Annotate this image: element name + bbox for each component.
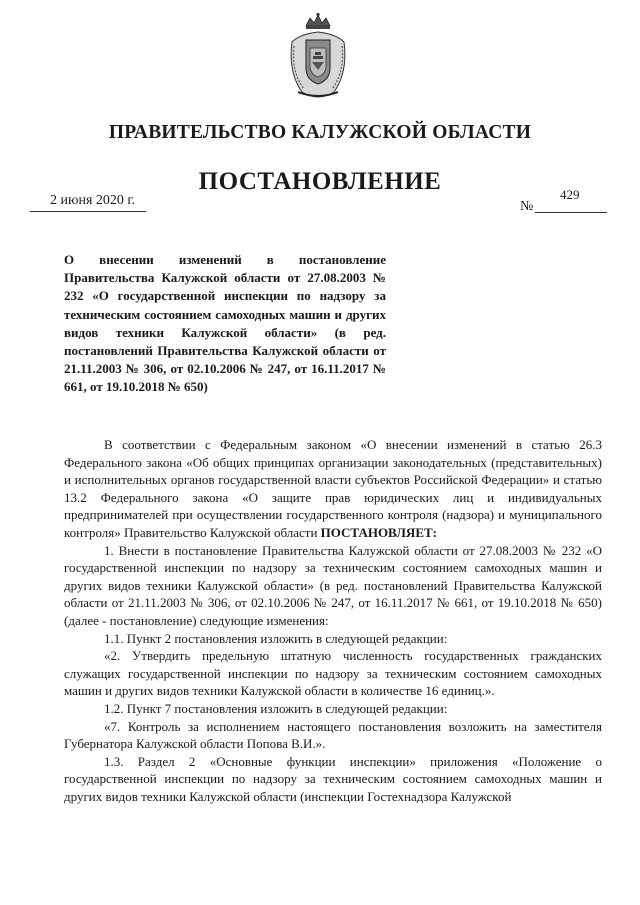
paragraph-1: 1. Внести в постановление Правительства Калужской области от 27.08.2003 № 232 «О государственной инспекции по надзору за техническим состоянием самоходных машин и других видов техники Калужской области» (в ред. постановлений Правительства Калужской области от 21.11.2003 № 306, от 02.10.2006 № 247, от 16.11.2017 № 661, от 19.10.2018 № 650) (далее - постановление) следующие изменения:: [64, 542, 602, 628]
paragraph-1-2: 1.2. Пункт 7 постановления изложить в следующей редакции:: [104, 700, 448, 716]
coat-of-arms-icon: [282, 12, 354, 102]
document-date: 2 июня 2020 г.: [50, 193, 136, 208]
document-type-title: ПОСТАНОВЛЕНИЕ: [198, 168, 442, 195]
resolves-keyword: ПОСТАНОВЛЯЕТ:: [320, 524, 437, 540]
intro-text: В соответствии с Федеральным законом «О внесении изменений в статью 26.3 Федерального закона «Об общих принципах организации законодательных (представительных) и исполнительных органов государственной власти субъектов Российской Федерации» и статью 13.2 Федерального закона «О защите прав юридических лиц и индивидуальных предпринимателей при осуществлении государственного контроля (надзора) и муниципального контроля» Правительство Калужской области: [64, 437, 602, 540]
paragraph-1-2-quote: «7. Контроль за исполнением настоящего постановления возложить на заместителя Губернатора Калужской области Попова В.И.».: [64, 718, 602, 752]
document-number: 429: [560, 187, 580, 202]
date-underline: [30, 211, 146, 212]
intro-paragraph: [64, 436, 602, 542]
government-title: ПРАВИТЕЛЬСТВО КАЛУЖСКОЙ ОБЛАСТИ: [108, 122, 532, 143]
paragraph-1-3: 1.3. Раздел 2 «Основные функции инспекции» приложения «Положение о государственной инспекции по надзору за техническим состоянием самоходных машин и других видов техники Калужской области (инспекции Гостехнадзора Калужской: [64, 753, 602, 804]
document-body: [64, 436, 602, 805]
paragraph-1-1: 1.1. Пункт 2 постановления изложить в следующей редакции:: [104, 630, 448, 646]
number-underline: [535, 212, 607, 213]
paragraph-1-1-quote: «2. Утвердить предельную штатную численность государственных гражданских служащих государственной инспекции по надзору за техническим состоянием самоходных машин и других видов техники Калужской области в количестве 16 единиц.».: [64, 648, 602, 699]
number-label: №: [520, 199, 534, 214]
document-subject: О внесении изменений в постановление Правительства Калужской области от 27.08.2003 № 232 «О государственной инспекции по надзору за техническим состоянием самоходных машин и других видов техники Калужской области» (в ред. постановлений Правительства Калужской области от 21.11.2003 № 306, от 02.10.2006 № 247, от 16.11.2017 № 661, от 19.10.2018 № 650): [64, 252, 386, 395]
